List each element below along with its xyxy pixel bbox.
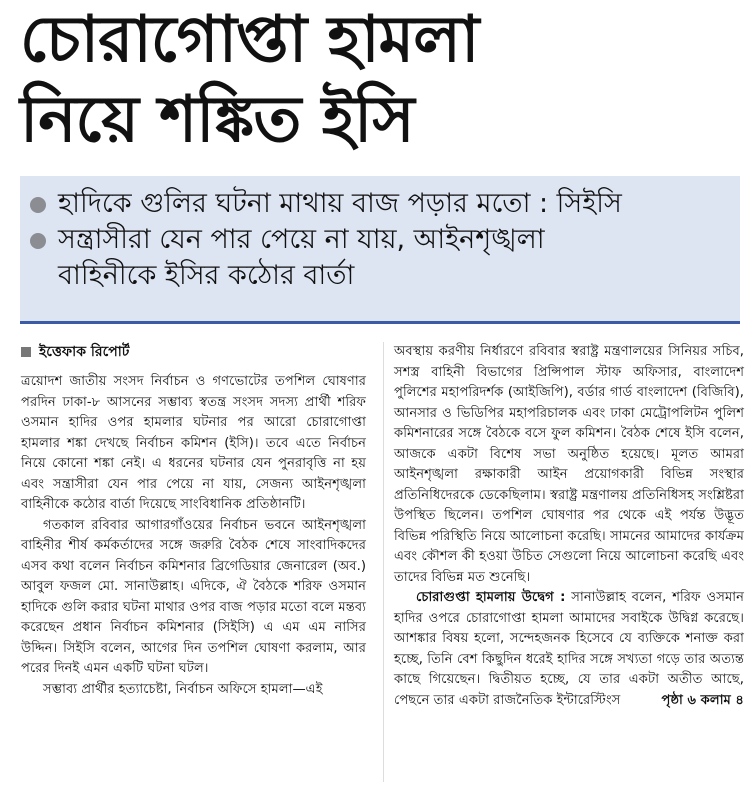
right-paragraph-2: [394, 588, 744, 711]
left-paragraph-3: সম্ভাব্য প্রার্থীর হত্যাচেষ্টা, নির্বাচন অফিসে হামলা—এই: [43, 681, 323, 697]
right-paragraph-1: অবস্থায় করণীয় নির্ধারণে রবিবার স্বরাষ্ট্র মন্ত্রণালয়ের সিনিয়র সচিব, সশস্ত্র বাহিনী বিভাগের প্রিন্সিপাল স্টাফ অফিসার, বাংলাদেশ পুলিশের মহাপরিদর্শক (আইজিপি), বর্ডার গার্ড বাংলাদেশ (বিজিবি), আনসার ও ভিডিপির মহাপরিচালক এবং ঢাকা মেট্রোপলিটন পুলিশ কমিশনারের সঙ্গে বৈঠকে বসে ফুল কমিশন। বৈঠক শেষে ইসি বলেন, আজকে একটা বিশেষ সভা অনুষ্ঠিত হয়েছে। মূলত আমরা আইনশৃঙ্খলা রক্ষাকারী আইন প্রয়োগকারী বিভিন্ন সংস্থার প্রতিনিধিদেরকে ডেকেছিলাম। স্বরাষ্ট্র মন্ত্রণালয় প্রতিনিধিসহ সংশ্লিষ্টরা উপস্থিত ছিলেন। তপশিল ঘোষণার পর থেকে এই পর্যন্ত উদ্ভূত বিভিন্ন পরিস্থিতি নিয়ে আলোচনা করেছি। সামনের আমাদের কার্যক্রম এবং কৌশল কী হওয়া উচিত সেগুলো নিয়ে আলোচনা করেছি এবং তাদের বিভিন্ন মত শুনেছি।: [394, 344, 744, 585]
bullet-icon: [30, 233, 46, 249]
deck-item-1: [30, 186, 730, 222]
left-paragraph-1: ত্রয়োদশ জাতীয় সংসদ নির্বাচন ও গণভোটের তপশিল ঘোষণার পরদিন ঢাকা-৮ আসনের সম্ভাব্য স্বতন্ত্র সংসদ সদস্য প্রার্থী শরিফ ওসমান হাদির ওপর হামলার ঘটনার পর আরো চোরাগোপ্তা হামলার শঙ্কা দেখছে নির্বাচন কমিশন (ইসি)। তবে এতে নির্বাচন নিয়ে কোনো শঙ্কা নেই। এ ধরনের ঘটনার যেন পুনরাবৃত্তি না হয় এবং সন্ত্রাসীরা যেন পার পেয়ে না যায়, সেজন্য আইনশৃঙ্খলা বাহিনীকে কঠোর বার্তা দিয়েছে সাংবিধানিক প্রতিষ্ঠানটি।: [21, 374, 366, 512]
left-paragraph-2: গতকাল রবিবার আগারগাঁওয়ের নির্বাচন ভবনে আইনশৃঙ্খলা বাহিনীর শীর্ষ কর্মকর্তাদের সঙ্গে জরুরি বৈঠক শেষে সাংবাদিকদের এসব কথা বলেন নির্বাচন কমিশনার ব্রিগেডিয়ার জেনারেল (অব.) আবুল ফজল মো. সানাউল্লাহ। এদিকে, ঐ বৈঠকে শরিফ ওসমান হাদিকে গুলি করার ঘটনা মাথার ওপর বাজ পড়ার মতো বলে মন্তব্য করেছেন প্রধান নির্বাচন কমিশনার (সিইসি) এ এম এম নাসির উদ্দিন। সিইসি বলেন, আগের দিন তপশিল ঘোষণা করলাম, আর পরের দিনই এমন একটি ঘটনা ঘটল।: [21, 517, 366, 676]
headline: [20, 0, 740, 160]
left-column: [21, 342, 366, 700]
deck-item-2-line-1: সন্ত্রাসীরা যেন পার পেয়ে না যায়, আইনশৃঙ্খলা: [58, 224, 545, 255]
byline: [21, 342, 366, 362]
right-column: [394, 342, 744, 711]
square-bullet-icon: [21, 347, 31, 357]
subhead: চোরাগুপ্তা হামলায় উদ্বেগ :: [416, 590, 566, 605]
deck-item-2: [30, 222, 730, 294]
bullet-icon: [30, 197, 46, 213]
deck-box: [20, 176, 740, 324]
column-divider: [383, 342, 384, 782]
byline-text: ইত্তেফাক রিপোর্ট: [39, 344, 130, 360]
deck-item-2-line-2: বাহিনীকে ইসির কঠোর বার্তা: [58, 260, 355, 291]
headline-line-2: নিয়ে শঙ্কিত ইসি: [20, 83, 414, 157]
continued-jump-line: পৃষ্ঠা ৬ কলাম ৪: [661, 692, 744, 708]
right-paragraph-2-text: সানাউল্লাহ বলেন, শরিফ ওসমান হাদির ওপরে চোরাগোপ্তা হামলা আমাদের সবাইকে উদ্বিগ্ন করেছে। আশঙ্কার বিষয় হলো, সন্দেহজনক হিসেবে যে ব্যক্তিকে শনাক্ত করা হচ্ছে, তিনি বেশ কিছুদিন ধরেই হাদির সঙ্গে সখ্যতা গড়ে তার অত্যন্ত কাছে গিয়েছেন। দ্বিতীয়ত হচ্ছে, যে তার একটা অতীত আছে, পেছনে তার একটা রাজনৈতিক ইন্টারেস্টিংস: [394, 590, 744, 708]
deck-item-1-text: হাদিকে গুলির ঘটনা মাথায় বাজ পড়ার মতো : সিইসি: [58, 188, 622, 219]
headline-line-1: চোরাগোপ্তা হামলা: [20, 3, 479, 77]
